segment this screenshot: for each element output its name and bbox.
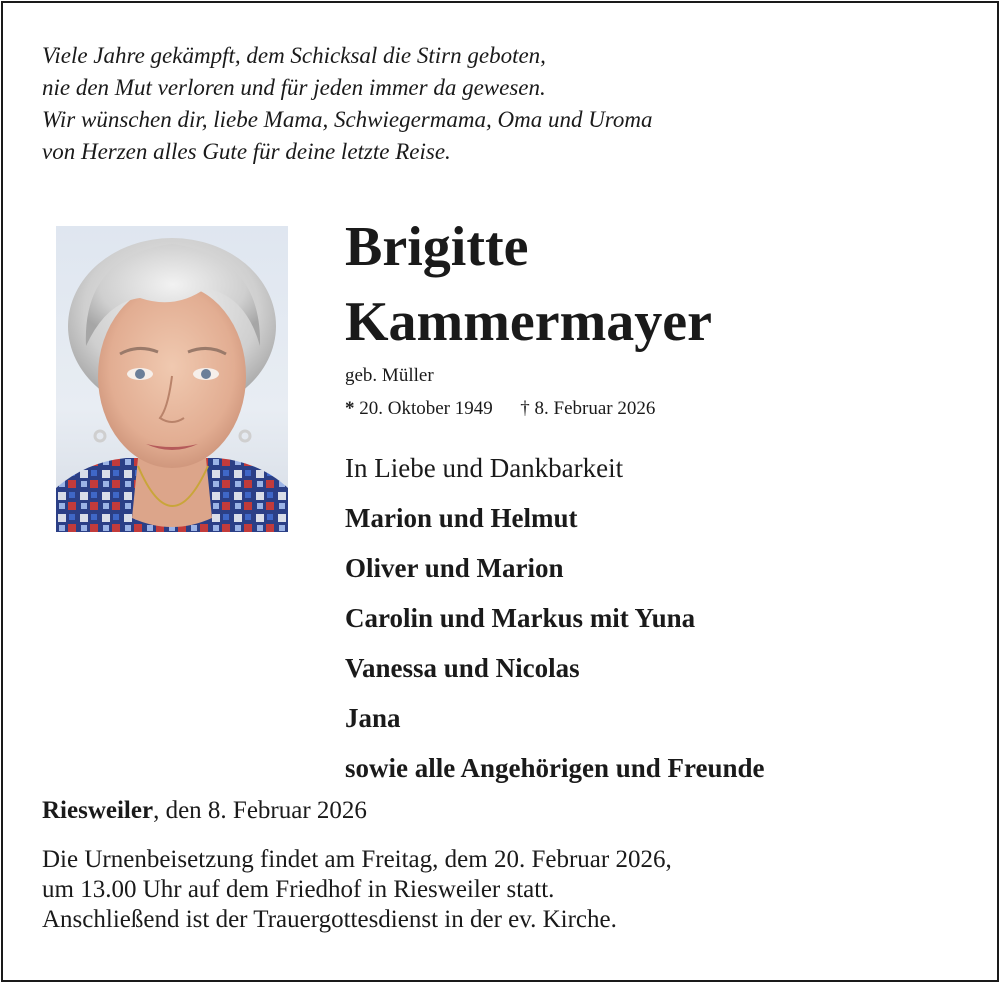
birth-date: 20. Oktober 1949 — [359, 398, 493, 419]
poem-line: nie den Mut verloren und für jeden immer da gewesen. — [42, 75, 546, 100]
death-symbol: † — [520, 398, 530, 419]
funeral-line: um 13.00 Uhr auf dem Friedhof in Riesweiler statt. — [42, 876, 555, 903]
mourner-name: Vanessa und Nicolas — [345, 653, 580, 683]
poem-line: von Herzen alles Gute für deine letzte Reise. — [42, 139, 451, 164]
born-name: geb. Müller — [345, 365, 434, 386]
deceased-last-name: Kammermayer — [345, 291, 712, 353]
portrait-photo — [56, 226, 288, 532]
mourners-list — [345, 443, 765, 793]
mourner-name: Jana — [345, 703, 401, 733]
death-date: 8. Februar 2026 — [534, 398, 656, 419]
poem-line: Wir wünschen dir, liebe Mama, Schwiegermama, Oma und Uroma — [42, 107, 653, 132]
portrait-illustration — [56, 226, 288, 532]
deceased-first-name: Brigitte — [345, 216, 529, 278]
mourners-intro: In Liebe und Dankbarkeit — [345, 453, 624, 483]
funeral-line: Die Urnenbeisetzung findet am Freitag, dem 20. Februar 2026, — [42, 846, 672, 873]
life-dates — [345, 397, 655, 421]
poem — [42, 40, 653, 168]
funeral-line: Anschließend ist der Trauergottesdienst in der ev. Kirche. — [42, 906, 617, 933]
birth-symbol: * — [345, 398, 355, 419]
poem-line: Viele Jahre gekämpft, dem Schicksal die Stirn geboten, — [42, 43, 546, 68]
mourner-name: sowie alle Angehörigen und Freunde — [345, 753, 765, 783]
place-name: Riesweiler — [42, 797, 154, 824]
mourner-name: Carolin und Markus mit Yuna — [345, 603, 696, 633]
notice-date: , den 8. Februar 2026 — [153, 797, 367, 824]
place-date-line — [42, 795, 367, 827]
mourner-name: Marion und Helmut — [345, 503, 578, 533]
mourner-name: Oliver und Marion — [345, 553, 564, 583]
funeral-info — [42, 845, 672, 935]
